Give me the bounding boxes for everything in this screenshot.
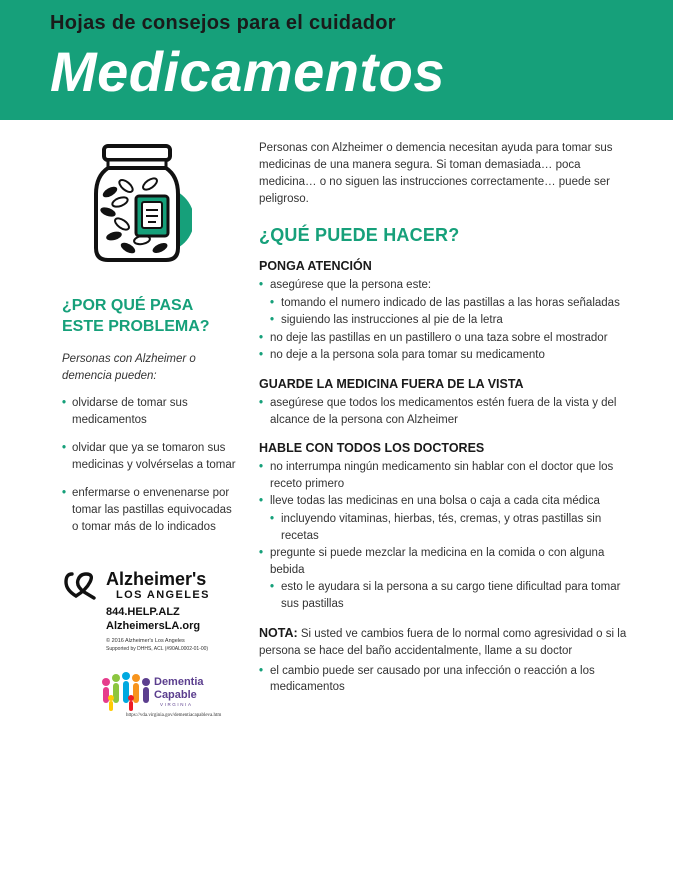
doctors-list	[259, 459, 639, 612]
list-item: • pregunte si puede mezclar la medicina en la comida o con alguna bebida	[259, 545, 639, 578]
copyright: © 2016 Alzheimer's Los Angeles	[106, 638, 185, 644]
page-title: Medicamentos	[50, 40, 445, 103]
note-paragraph	[259, 625, 639, 660]
alzheimers-la-logo	[64, 570, 234, 653]
list-item: • asegúrese que la persona este:	[259, 277, 639, 294]
dc-state: VIRGINIA	[160, 702, 193, 707]
dc-name: Dementia Capable	[154, 676, 204, 701]
pill-jar-icon	[92, 140, 192, 265]
list-item: • el cambio puede ser causado por una infección o reacción a los medicamentos	[259, 663, 639, 696]
list-item: • incluyendo vitaminas, hierbas, tés, cremas, y otras pastillas sin recetas	[259, 511, 639, 544]
why-list	[62, 395, 237, 536]
section-heading-doctors: HABLE CON TODOS LOS DOCTORES	[259, 441, 485, 456]
note-list	[259, 663, 639, 696]
header-banner	[0, 0, 673, 120]
section-heading-attention: PONGA ATENCIÓN	[259, 259, 372, 273]
main-intro: Personas con Alzheimer o demencia necesitan ayuda para tomar sus medicinas de una manera segura. Si toman demasiada… poca medicina… o no siguen las instrucciones correctamente… puede ser peligroso.	[259, 142, 613, 205]
note-label: NOTA:	[259, 625, 298, 640]
store-list	[259, 395, 639, 428]
list-item: • olvidarse de tomar sus medicamentos	[62, 395, 237, 429]
attention-list	[259, 277, 639, 364]
list-item: • olvidar que ya se tomaron sus medicinas y volvérselas a tomar	[62, 440, 237, 474]
note-text: Si usted ve cambios fuera de lo normal como agresividad o si la persona se hace del baño accidentalmente, llame a su doctor	[259, 627, 627, 657]
list-item: • no deje a la persona sola para tomar su medicamento	[259, 347, 639, 364]
list-item: • no interrumpa ningún medicamento sin hablar con el doctor que los receto primero	[259, 459, 639, 492]
list-item: • lleve todas las medicinas en una bolsa o caja a cada cita médica	[259, 493, 639, 510]
list-item: • no deje las pastillas en un pastillero o una taza sobre el mostrador	[259, 330, 639, 347]
dementia-capable-logo	[98, 668, 248, 720]
why-section	[62, 295, 237, 547]
support-note: Supported by DHHS, ACL (#90AL0002-01-00)	[106, 646, 209, 652]
org-phone[interactable]: 844.HELP.ALZ	[106, 606, 180, 618]
what-heading: ¿QUÉ PUEDE HACER?	[259, 225, 460, 245]
list-item: • tomando el numero indicado de las pastillas a las horas señaladas	[259, 295, 639, 312]
section-heading-store: GUARDE LA MEDICINA FUERA DE LA VISTA	[259, 376, 524, 391]
list-item: • siguiendo las instrucciones al pie de la letra	[259, 312, 639, 329]
org-website[interactable]: AlzheimersLA.org	[106, 620, 201, 632]
dementia-capable-people-icon	[98, 668, 154, 712]
list-item: • enfermarse o envenenarse por tomar las pastillas equivocadas o tomar más de lo indicados	[62, 485, 237, 536]
alzheimers-ribbon-icon	[64, 570, 102, 600]
why-heading: ¿POR QUÉ PASA ESTE PROBLEMA?	[62, 297, 210, 335]
header-subtitle: Hojas de consejos para el cuidador	[50, 12, 396, 34]
why-intro: Personas con Alzheimer o demencia pueden:	[62, 353, 196, 382]
dc-url[interactable]: https://vda.virginia.gov/dementiacapableva.htm	[126, 713, 222, 718]
list-item: • esto le ayudara si la persona a su cargo tiene dificultad para tomar sus pastillas	[259, 579, 639, 612]
list-item: • asegúrese que todos los medicamentos estén fuera de la vista y del alcance de la persona con Alzheimer	[259, 395, 639, 428]
main-content	[259, 140, 639, 697]
org-city: LOS ANGELES	[116, 589, 210, 601]
org-name: Alzheimer's	[106, 569, 207, 589]
